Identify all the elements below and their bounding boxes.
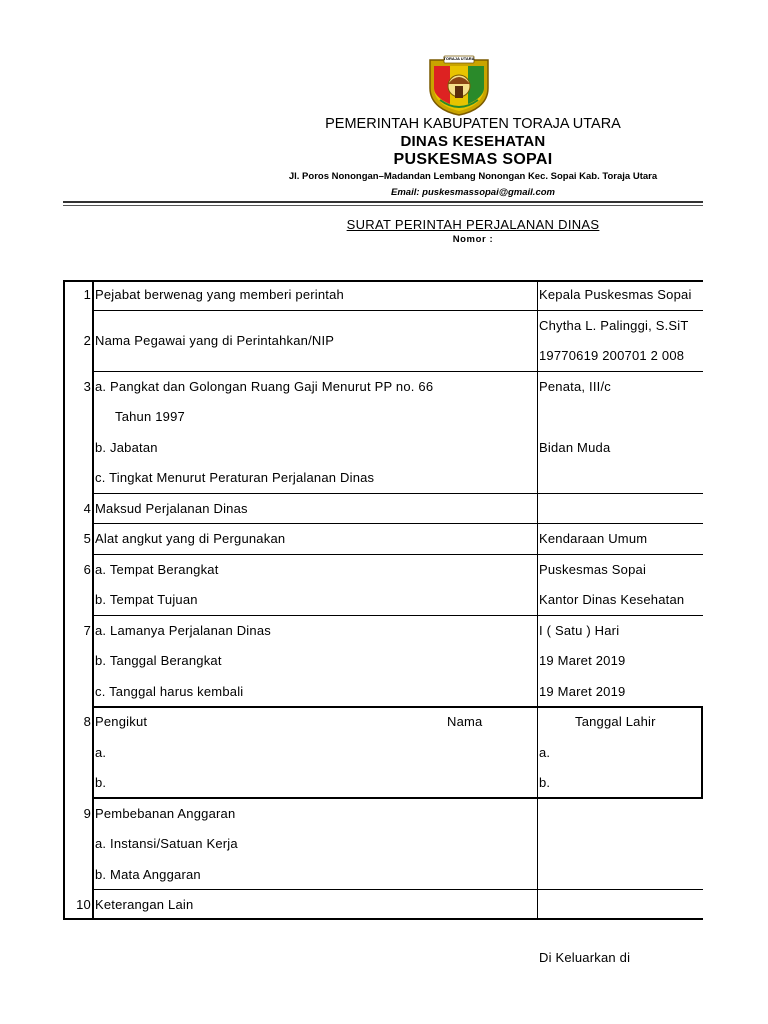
header-email: Email: puskesmassopai@gmail.com bbox=[391, 187, 555, 198]
row-4-label: Maksud Perjalanan Dinas bbox=[95, 501, 248, 516]
row-4-number: 4 bbox=[83, 501, 91, 516]
row-6-label-b: b. Tempat Tujuan bbox=[95, 592, 198, 607]
emblem-text: TORAJA UTARA bbox=[443, 56, 475, 61]
row-7-value-c: 19 Maret 2019 bbox=[539, 684, 626, 699]
row-7-value-a: I ( Satu ) Hari bbox=[539, 623, 620, 638]
document-number-label: Nomor : bbox=[452, 234, 494, 245]
row-9-label-a: a. Instansi/Satuan Kerja bbox=[95, 836, 238, 851]
header-puskesmas: PUSKESMAS SOPAI bbox=[393, 151, 553, 168]
row-9-label: Pembebanan Anggaran bbox=[95, 806, 236, 821]
row-5-value: Kendaraan Umum bbox=[539, 531, 648, 546]
row-7-label-a: a. Lamanya Perjalanan Dinas bbox=[95, 623, 271, 638]
row-3-label-c: c. Tingkat Menurut Peraturan Perjalanan Dinas bbox=[95, 470, 375, 485]
row-2-value-name: Chytha L. Palinggi, S.SiT bbox=[539, 318, 689, 333]
row-8-tanggal-lahir-header: Tanggal Lahir bbox=[575, 714, 656, 729]
header-address: Jl. Poros Nonongan–Madandan Lembang Nonongan Kec. Sopai Kab. Toraja Utara bbox=[288, 171, 658, 182]
row-6-number: 6 bbox=[83, 562, 91, 577]
row-6-value-a: Puskesmas Sopai bbox=[539, 562, 647, 577]
row-9-label-b: b. Mata Anggaran bbox=[95, 867, 201, 882]
row-2-label: Nama Pegawai yang di Perintahkan/NIP bbox=[95, 333, 335, 348]
row-2-value-nip: 19770619 200701 2 008 bbox=[539, 348, 685, 363]
row-7-value-b: 19 Maret 2019 bbox=[539, 653, 626, 668]
row-8-label: Pengikut bbox=[95, 714, 148, 729]
row-7-number: 7 bbox=[83, 623, 91, 638]
row-3-label-a-cont: Tahun 1997 bbox=[115, 409, 185, 424]
row-5-number: 5 bbox=[83, 531, 91, 546]
issued-at-label: Di Keluarkan di bbox=[539, 950, 631, 965]
header-rule-thick bbox=[63, 201, 703, 203]
row-10-number: 10 bbox=[76, 897, 91, 912]
row-10-label: Keterangan Lain bbox=[95, 897, 194, 912]
row-1-value: Kepala Puskesmas Sopai bbox=[539, 287, 692, 302]
header-rule-thin bbox=[63, 205, 703, 206]
document-title: SURAT PERINTAH PERJALANAN DINAS bbox=[346, 217, 600, 232]
row-3-value-a: Penata, III/c bbox=[539, 379, 611, 394]
row-8-follower-a: a. bbox=[95, 745, 107, 760]
row-8-nama-header: Nama bbox=[447, 714, 483, 729]
row-2-number: 2 bbox=[83, 333, 91, 348]
row-9-number: 9 bbox=[83, 806, 91, 821]
row-8-follower-b: b. bbox=[95, 775, 107, 790]
header-department: DINAS KESEHATAN bbox=[400, 133, 546, 150]
row-6-label-a: a. Tempat Berangkat bbox=[95, 562, 219, 577]
row-8-dob-b: b. bbox=[539, 775, 551, 790]
row-5-label: Alat angkut yang di Pergunakan bbox=[95, 531, 286, 546]
header-government: PEMERINTAH KABUPATEN TORAJA UTARA bbox=[325, 116, 621, 132]
row-1-number: 1 bbox=[83, 287, 91, 302]
row-7-label-c: c. Tanggal harus kembali bbox=[95, 684, 244, 699]
row-1-label: Pejabat berwenag yang memberi perintah bbox=[95, 287, 344, 302]
row-8-number: 8 bbox=[83, 714, 91, 729]
row-6-value-b: Kantor Dinas Kesehatan bbox=[539, 592, 685, 607]
row-3-label-a: a. Pangkat dan Golongan Ruang Gaji Menurut PP no. 66 bbox=[95, 379, 434, 394]
row-3-number: 3 bbox=[83, 379, 91, 394]
row-3-value-b: Bidan Muda bbox=[539, 440, 611, 455]
row-3-label-b: b. Jabatan bbox=[95, 440, 158, 455]
toraja-utara-emblem bbox=[426, 54, 492, 116]
row-7-label-b: b. Tanggal Berangkat bbox=[95, 653, 222, 668]
row-8-dob-a: a. bbox=[539, 745, 551, 760]
